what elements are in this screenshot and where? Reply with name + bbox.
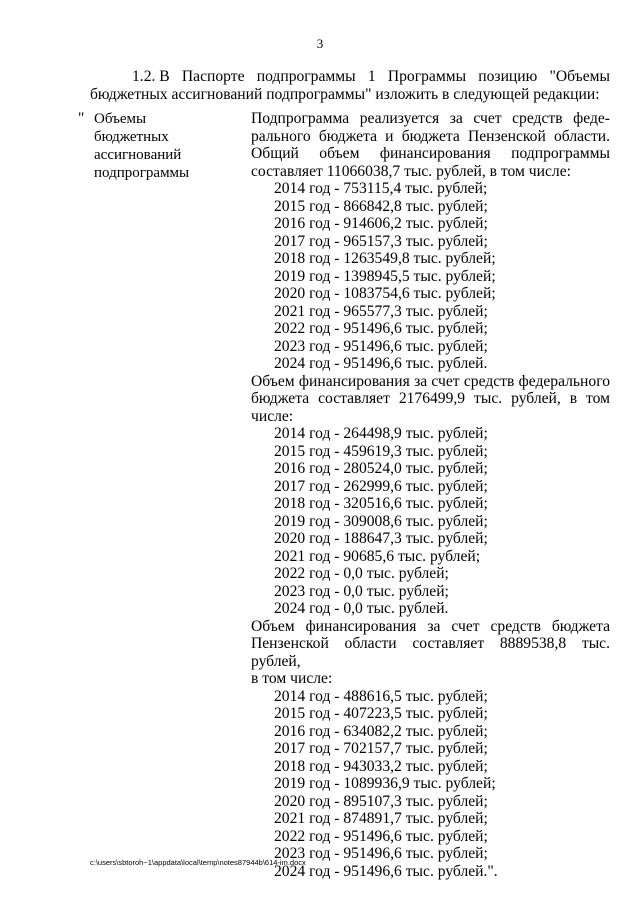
regional-year-line: 2024 год - 951496,6 тыс. рублей.". <box>274 862 498 880</box>
total-year-line: 2017 год - 965157,3 тыс. рублей; <box>274 232 488 250</box>
position-label-line: ассигнований <box>94 147 182 163</box>
regional-year-line: 2020 год - 895107,3 тыс. рублей; <box>274 792 488 810</box>
federal-text-line: бюджета составляет 2176499,9 тыс. рублей, в том <box>251 390 610 407</box>
regional-year-line: 2023 год - 951496,6 тыс. рублей; <box>274 845 488 862</box>
page-number: 3 <box>316 36 324 51</box>
intro-word: позицию <box>478 68 538 85</box>
intro-word: 1 <box>367 68 376 85</box>
regional-year-line: 2015 год - 407223,5 тыс. рублей; <box>274 705 488 722</box>
total-financing-block <box>251 110 610 373</box>
total-text-line: рального бюджета и бюджета Пензенской области. <box>251 127 610 145</box>
total-year-line: 2020 год - 1083754,6 тыс. рублей; <box>274 285 496 302</box>
federal-year-line: 2018 год - 320516,6 тыс. рублей; <box>274 495 488 512</box>
total-year-line: 2022 год - 951496,6 тыс. рублей; <box>274 320 488 337</box>
federal-year-line: 2017 год - 262999,6 тыс. рублей; <box>274 477 488 495</box>
total-year-line: 2019 год - 1398945,5 тыс. рублей; <box>274 267 496 285</box>
federal-year-line: 2014 год - 264498,9 тыс. рублей; <box>274 425 488 442</box>
federal-financing-block <box>251 373 610 618</box>
total-year-line: 2016 год - 914606,2 тыс. рублей; <box>274 215 488 232</box>
regional-financing-block <box>251 618 610 881</box>
intro-word: Программы <box>387 68 467 85</box>
total-text-line: Общий объем финансирования подпрограммы <box>251 145 610 162</box>
intro-line-2: бюджетных ассигнований подпрограммы" изложить в следующей редакции: <box>90 86 600 103</box>
total-year-line: 2018 год - 1263549,8 тыс. рублей; <box>274 250 496 267</box>
total-year-line: 2014 год - 753115,4 тыс. рублей; <box>274 180 488 197</box>
total-year-line: 2021 год - 965577,3 тыс. рублей; <box>274 302 488 320</box>
regional-year-line: 2017 год - 702157,7 тыс. рублей; <box>274 740 488 757</box>
federal-year-line: 2021 год - 90685,6 тыс. рублей; <box>274 547 481 565</box>
regional-text-line: в том числе: <box>251 670 333 687</box>
intro-paragraph <box>90 68 610 104</box>
position-label-line: бюджетных <box>94 129 169 145</box>
total-year-line: 2024 год - 951496,6 тыс. рублей. <box>274 355 488 372</box>
position-label <box>94 110 234 182</box>
federal-year-line: 2020 год - 188647,3 тыс. рублей; <box>274 530 488 547</box>
federal-year-line: 2016 год - 280524,0 тыс. рублей; <box>274 460 488 477</box>
regional-year-line: 2019 год - 1089936,9 тыс. рублей; <box>274 775 496 792</box>
opening-quote-mark: " <box>78 110 85 127</box>
regional-year-line: 2022 год - 951496,6 тыс. рублей; <box>274 827 488 845</box>
total-year-line: 2015 год - 866842,8 тыс. рублей; <box>274 197 488 215</box>
total-text-line: составляет 11066038,7 тыс. рублей, в том числе: <box>251 162 571 180</box>
regional-text-line: Пензенской области составляет 8889538,8 тыс. рублей, <box>251 635 610 670</box>
federal-year-line: 2022 год - 0,0 тыс. рублей; <box>274 565 449 582</box>
regional-year-line: 2016 год - 634082,2 тыс. рублей; <box>274 722 488 740</box>
intro-word: 1.2. В <box>132 68 170 85</box>
federal-text-line: Объем финансирования за счет средств федерального <box>251 372 610 390</box>
federal-year-line: 2015 год - 459619,3 тыс. рублей; <box>274 442 488 460</box>
regional-text-line: Объем финансирования за счет средств бюджета <box>251 617 610 635</box>
position-label-line: Объемы <box>94 111 147 127</box>
federal-year-line: 2019 год - 309008,6 тыс. рублей; <box>274 512 488 530</box>
file-path-footer: c:\users\sbtoroh~1\appdata\local\temp\notes87944b\614-im.docx <box>90 858 306 867</box>
federal-text-line: числе: <box>251 407 294 425</box>
intro-word: подпрограммы <box>256 68 356 85</box>
federal-year-line: 2023 год - 0,0 тыс. рублей; <box>274 582 449 600</box>
intro-word: Паспорте <box>181 68 245 85</box>
total-text-line: Подпрограмма реализуется за счет средств феде- <box>251 110 610 127</box>
total-year-line: 2023 год - 951496,6 тыс. рублей; <box>274 337 488 355</box>
intro-line-1 <box>90 68 610 86</box>
regional-year-line: 2018 год - 943033,2 тыс. рублей; <box>274 757 488 775</box>
position-value <box>251 110 610 880</box>
position-label-line: подпрограммы <box>94 165 190 181</box>
intro-word: "Объемы <box>549 68 610 85</box>
federal-year-line: 2024 год - 0,0 тыс. рублей. <box>274 600 449 617</box>
regional-year-line: 2014 год - 488616,5 тыс. рублей; <box>274 687 488 705</box>
regional-year-line: 2021 год - 874891,7 тыс. рублей; <box>274 810 488 827</box>
